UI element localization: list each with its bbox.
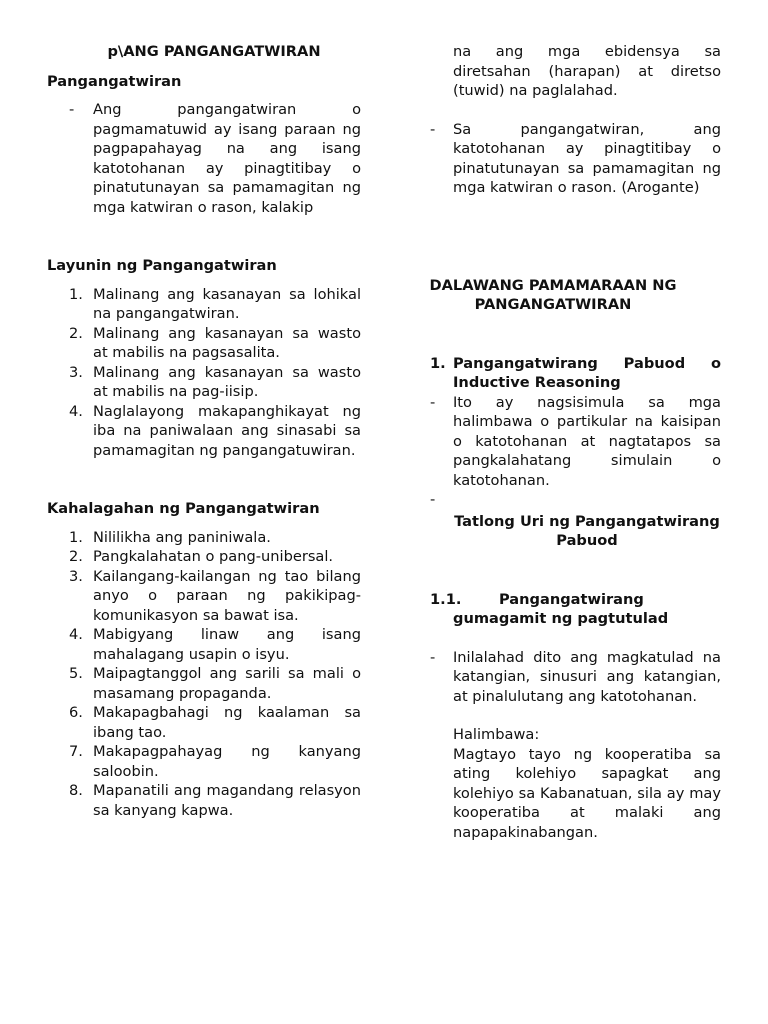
type-1-number: 1.1. (430, 590, 462, 608)
example-text: Magtayo tayo ng kooperatiba sa ating kolehiyo sapagkat ang kolehiyo sa Kabanatuan, sila ay may kooperatiba at malaki ang napapakinabangan. (453, 745, 721, 841)
definition-item (47, 100, 361, 217)
list-item: 8. Mapanatili ang magandang relasyon sa kanyang kapwa. (69, 782, 361, 819)
list-item: 4. Naglalayong makapanghikayat ng iba na paniwalaan ang sinasabi sa pamamagitan ng pangangatuwiran. (69, 402, 361, 459)
type-1-description: - Inilalahad dito ang magkatulad na katangian, sinusuri ang katangian, at pinalulutang ang katotohanan. (430, 648, 721, 705)
right-column (430, 42, 721, 842)
left-column (47, 42, 361, 820)
list-item: 2. Malinang ang kasanayan sa wasto at mabilis na pagsasalita. (69, 324, 361, 361)
kahalagahan-list (47, 528, 361, 821)
section-heading-kahalagahan: Kahalagahan ng Pangangatwiran (47, 500, 320, 517)
dash-marker: - (430, 120, 436, 138)
list-item: 3. Malinang ang kasanayan sa wasto at mabilis na pag-iisip. (69, 363, 361, 400)
list-item: 1. Malinang ang kasanayan sa lohikal na pangangatwiran. (69, 285, 361, 322)
document-title: p\ANG PANGANGATWIRAN (107, 43, 321, 60)
list-item: 3. Kailangang-kailangan ng tao bilang anyo o paraan ng pakikipag-komunikasyon sa bawat isa. (69, 567, 361, 624)
definition-text: Ang pangangatwiran o pagmamatuwid ay isang paraan ng pagpapahayag na ang isang katotohanan ay pinagtitibay o pinatutunayan sa pamamagitan ng mga katwiran o rason, kalakip (93, 101, 361, 216)
list-item: 2. Pangkalahatan o pang-unibersal. (69, 548, 334, 565)
dash-marker: - (430, 648, 436, 666)
section-heading-layunin: Layunin ng Pangangatwiran (47, 257, 277, 274)
empty-dash-item (430, 490, 721, 510)
method-1-title: Pangangatwirang Pabuod o Inductive Reasoning (453, 354, 721, 391)
methods-heading: DALAWANG PAMAMARAAN NG PANGANGATWIRAN (429, 276, 677, 313)
list-item: 7. Makapagpahayag ng kanyang saloobin. (69, 743, 361, 780)
type-1-heading (430, 590, 721, 629)
list-item: 6. Makapagbahagi ng kaalaman sa ibang tao. (69, 704, 361, 741)
list-item: 4. Mabigyang linaw ang isang mahalagang usapin o isyu. (69, 626, 361, 663)
dash-marker: - (430, 491, 436, 508)
list-item: 1. Nililikha ang paniniwala. (69, 528, 271, 546)
definition-item-2 (430, 120, 721, 198)
definition-text-2: Sa pangangatwiran, ang katotohanan ay pinagtitibay o pinatutunayan sa pamamagitan ng mga katwiran o rason. (Arogante) (453, 120, 721, 196)
type-1-title: Pangangatwirang gumagamit ng pagtutulad (453, 590, 669, 627)
example-label: Halimbawa: (453, 726, 540, 743)
dash-marker: - (430, 393, 436, 411)
layunin-list (47, 285, 361, 461)
section-heading-pangangatwiran: Pangangatwiran (47, 72, 182, 90)
list-item: 5. Maipagtanggol ang sarili sa mali o masamang propaganda. (69, 665, 361, 702)
definition-continuation: na ang mga ebidensya sa diretsahan (harapan) at diretso (tuwid) na paglalahad. (453, 43, 721, 99)
types-heading: Tatlong Uri ng Pangangatwirang Pabuod (454, 512, 720, 549)
method-1-heading: 1. Pangangatwirang Pabuod o Inductive Reasoning (430, 354, 721, 391)
method-1-description: - Ito ay nagsisimula sa mga halimbawa o partikular na kaisipan o katotohanan at nagtatapos sa pangkalahatang simulain o katotohanan. (430, 393, 721, 489)
dash-marker: - (69, 101, 75, 118)
